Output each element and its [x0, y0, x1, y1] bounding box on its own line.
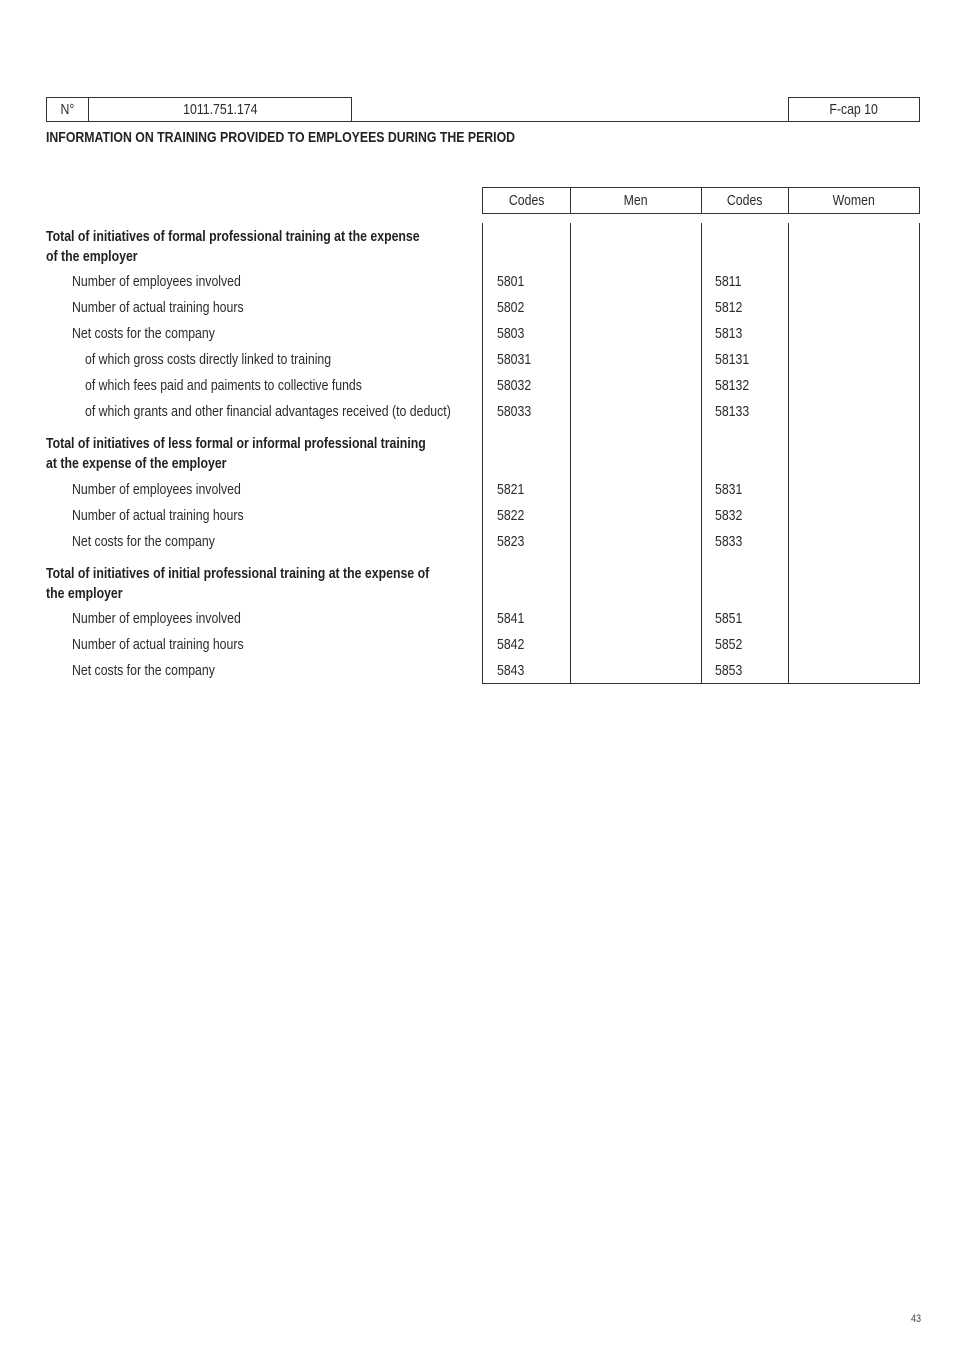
men-value-cell[interactable] [571, 661, 699, 681]
section-heading-line: Total of initiatives of initial professional training at the expense of [46, 565, 430, 582]
men-value-cell[interactable] [571, 609, 699, 629]
women-value-cell[interactable] [789, 376, 917, 396]
company-number-field [88, 97, 352, 122]
section-heading-line: Total of initiatives of formal professional training at the expense [46, 228, 420, 245]
men-value-cell[interactable] [571, 272, 699, 292]
code-women: 5852 [715, 636, 743, 653]
code-men: 58032 [497, 377, 532, 394]
row-label: Net costs for the company [72, 662, 215, 679]
row-label: of which grants and other financial advantages received (to deduct) [85, 403, 451, 420]
row-label: Net costs for the company [72, 533, 215, 550]
men-value-cell[interactable] [571, 506, 699, 526]
column-header-men [570, 187, 702, 214]
table-right-border [919, 223, 920, 684]
row-label: Net costs for the company [72, 325, 215, 342]
women-value-cell[interactable] [789, 635, 917, 655]
men-value-cell[interactable] [571, 635, 699, 655]
code-women: 5833 [715, 533, 743, 550]
code-women: 58131 [715, 351, 750, 368]
column-header-women-text: Women [832, 192, 876, 209]
code-men: 5843 [497, 662, 525, 679]
number-label-text: N° [60, 101, 75, 118]
section-heading-line: at the expense of the employer [46, 455, 227, 472]
code-women: 58133 [715, 403, 750, 420]
column-line-codes-women [701, 223, 702, 684]
column-header-codes-women-text: Codes [727, 192, 763, 209]
row-label: Number of employees involved [72, 273, 241, 290]
column-header-codes-men-text: Codes [508, 192, 545, 209]
women-value-cell[interactable] [789, 402, 917, 422]
row-label: of which gross costs directly linked to training [85, 351, 332, 368]
code-men: 5841 [497, 610, 525, 627]
section-heading-informal-training [46, 434, 486, 474]
men-value-cell[interactable] [571, 532, 699, 552]
code-women: 5831 [715, 481, 743, 498]
men-value-cell[interactable] [571, 350, 699, 370]
section-heading-line: of the employer [46, 248, 138, 265]
section-heading-line: Total of initiatives of less formal or informal professional training [46, 435, 426, 452]
men-value-cell[interactable] [571, 376, 699, 396]
code-men: 5821 [497, 481, 525, 498]
column-header-codes-men [482, 187, 571, 214]
row-label: Number of actual training hours [72, 507, 244, 524]
code-men: 5803 [497, 325, 525, 342]
code-women: 5812 [715, 299, 743, 316]
column-header-codes-women [701, 187, 789, 214]
code-men: 5823 [497, 533, 525, 550]
page-number [911, 1313, 923, 1325]
column-header-men-text: Men [624, 192, 648, 209]
column-header-women [788, 187, 920, 214]
code-women: 5832 [715, 507, 743, 524]
page-title [46, 129, 618, 146]
page-number-text: 43 [911, 1313, 922, 1325]
row-label: Number of employees involved [72, 481, 241, 498]
header-divider [351, 121, 789, 122]
women-value-cell[interactable] [789, 298, 917, 318]
number-label [46, 97, 89, 122]
women-value-cell[interactable] [789, 609, 917, 629]
women-value-cell[interactable] [789, 661, 917, 681]
form-code-box [788, 97, 920, 122]
code-women: 5851 [715, 610, 743, 627]
women-value-cell[interactable] [789, 506, 917, 526]
code-men: 58033 [497, 403, 532, 420]
men-value-cell[interactable] [571, 480, 699, 500]
form-code-text: F-cap 10 [829, 101, 879, 118]
men-value-cell[interactable] [571, 298, 699, 318]
women-value-cell[interactable] [789, 272, 917, 292]
section-heading-formal-training [46, 227, 486, 267]
code-women: 5811 [715, 273, 742, 290]
row-label: Number of actual training hours [72, 636, 244, 653]
section-heading-line: the employer [46, 585, 123, 602]
women-value-cell[interactable] [789, 480, 917, 500]
code-women: 5853 [715, 662, 743, 679]
row-label: Number of actual training hours [72, 299, 244, 316]
table-bottom-border [482, 683, 920, 684]
company-number-text: 1011.751.174 [182, 101, 258, 118]
women-value-cell[interactable] [789, 532, 917, 552]
code-men: 5842 [497, 636, 525, 653]
section-heading-initial-training [46, 564, 486, 604]
men-value-cell[interactable] [571, 402, 699, 422]
women-value-cell[interactable] [789, 324, 917, 344]
code-men: 5802 [497, 299, 525, 316]
page-title-text: INFORMATION ON TRAINING PROVIDED TO EMPLOYEES DURING THE PERIOD [46, 129, 516, 146]
code-men: 5822 [497, 507, 525, 524]
code-women: 58132 [715, 377, 750, 394]
code-men: 58031 [497, 351, 532, 368]
men-value-cell[interactable] [571, 324, 699, 344]
code-women: 5813 [715, 325, 743, 342]
row-label: Number of employees involved [72, 610, 241, 627]
row-label: of which fees paid and paiments to collective funds [85, 377, 362, 394]
code-men: 5801 [497, 273, 525, 290]
women-value-cell[interactable] [789, 350, 917, 370]
